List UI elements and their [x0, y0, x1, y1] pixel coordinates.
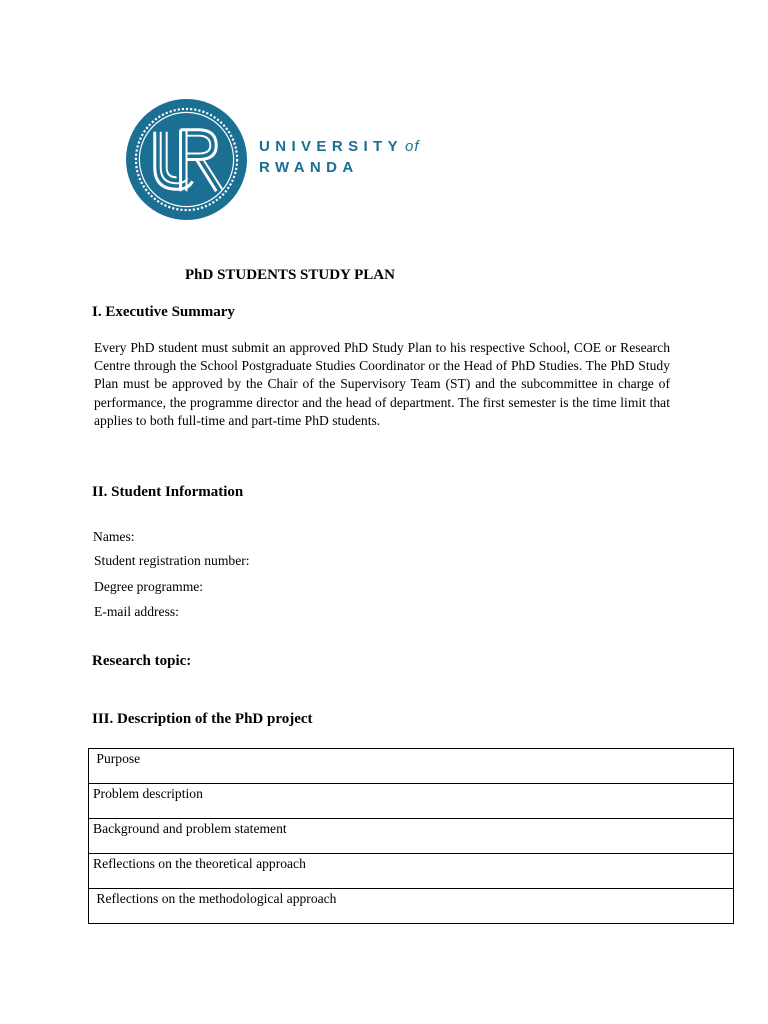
- background-cell: Background and problem statement: [89, 819, 734, 854]
- methodological-approach-cell: Reflections on the methodological approach: [89, 889, 734, 924]
- executive-summary-body: Every PhD student must submit an approved PhD Study Plan to his respective School, COE or Research Centre through the School Postgraduate Studies Coordinator or the Head of PhD Studies. The PhD Study Plan must be approved by the Chair of the Supervisory Team (ST) and the subcommittee in charge of performance, the programme director and the head of department. The first semester is the time limit that applies to both full-time and part-time PhD students.: [94, 340, 670, 428]
- names-field-label: Names:: [93, 529, 135, 544]
- wordmark-line1: UNIVERSITY: [259, 138, 404, 155]
- wordmark-line2: RWANDA: [259, 159, 359, 176]
- degree-programme-field-label: Degree programme:: [94, 579, 204, 594]
- student-information-heading: II. Student Information: [92, 484, 244, 500]
- table-row: [89, 749, 734, 784]
- project-description-heading: III. Description of the PhD project: [92, 711, 313, 727]
- purpose-cell: Purpose: [89, 749, 734, 784]
- table-row: [89, 889, 734, 924]
- research-topic-heading: Research topic:: [92, 653, 192, 669]
- university-logo: [125, 98, 455, 222]
- university-wordmark: [259, 136, 420, 178]
- wordmark-of: of: [405, 138, 420, 155]
- problem-description-cell: Problem description: [89, 784, 734, 819]
- email-field-label: E-mail address:: [94, 604, 179, 619]
- table-row: [89, 819, 734, 854]
- registration-number-field-label: Student registration number:: [94, 553, 250, 568]
- table-row: [89, 854, 734, 889]
- theoretical-approach-cell: Reflections on the theoretical approach: [89, 854, 734, 889]
- university-seal-icon: [125, 98, 248, 221]
- document-title: PhD STUDENTS STUDY PLAN: [185, 267, 395, 283]
- table-row: [89, 784, 734, 819]
- executive-summary-heading: I. Executive Summary: [92, 304, 235, 320]
- project-description-table: [88, 748, 734, 924]
